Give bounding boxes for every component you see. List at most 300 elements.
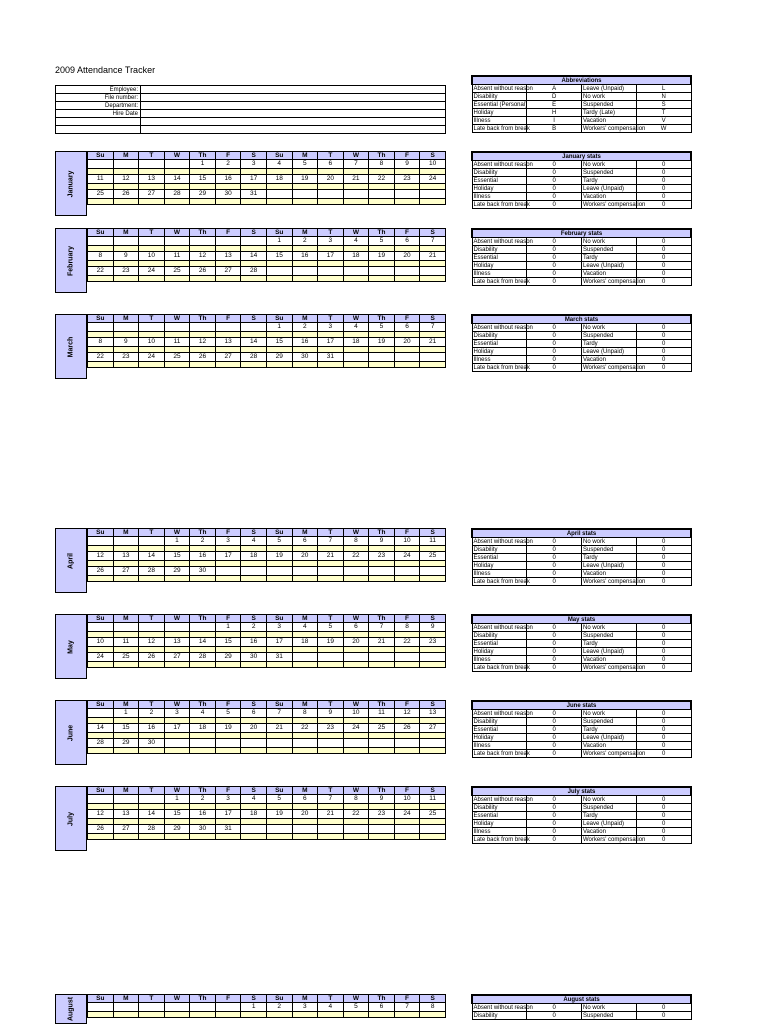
attendance-entry-cell[interactable] <box>266 748 292 754</box>
attendance-entry-cell[interactable] <box>190 662 216 668</box>
date-cell: 13 <box>113 810 139 819</box>
date-cell: 30 <box>241 653 267 662</box>
stats-cell: 0 <box>527 734 582 742</box>
day-header: Th <box>369 701 395 709</box>
day-header: Th <box>369 229 395 237</box>
attendance-entry-cell[interactable] <box>164 662 190 668</box>
day-header: Su <box>266 995 292 1003</box>
attendance-entry-cell[interactable] <box>139 1012 165 1018</box>
date-cell <box>420 567 446 576</box>
attendance-entry-cell[interactable] <box>139 834 165 840</box>
stats-cell: Suspended <box>582 1012 637 1020</box>
attendance-entry-cell[interactable] <box>215 662 241 668</box>
date-cell <box>292 825 318 834</box>
attendance-entry-cell[interactable] <box>420 576 446 582</box>
attendance-entry-cell[interactable] <box>88 199 114 205</box>
attendance-entry-cell[interactable] <box>113 576 139 582</box>
date-cell <box>420 267 446 276</box>
attendance-entry-cell[interactable] <box>420 1012 446 1018</box>
day-header: F <box>215 229 241 237</box>
attendance-entry-cell[interactable] <box>369 362 395 368</box>
attendance-entry-cell[interactable] <box>190 1012 216 1018</box>
attendance-entry-cell[interactable] <box>343 576 369 582</box>
stats-cell: Suspended <box>582 169 637 177</box>
day-header: W <box>343 315 369 323</box>
stats-cell: Suspended <box>582 546 637 554</box>
date-cell: 5 <box>215 709 241 718</box>
attendance-entry-cell[interactable] <box>190 276 216 282</box>
day-header: M <box>292 152 318 160</box>
info-value-field[interactable] <box>141 86 446 94</box>
attendance-entry-cell[interactable] <box>215 362 241 368</box>
date-cell: 26 <box>394 724 420 733</box>
stats-cell: 0 <box>527 828 582 836</box>
attendance-entry-cell[interactable] <box>215 1012 241 1018</box>
attendance-entry-cell[interactable] <box>113 748 139 754</box>
month-name: June <box>67 724 75 741</box>
day-header: S <box>241 315 267 323</box>
stats-cell: 0 <box>527 750 582 758</box>
attendance-entry-cell[interactable] <box>164 834 190 840</box>
attendance-entry-cell[interactable] <box>88 276 114 282</box>
stats-cell: Holiday <box>472 734 527 742</box>
attendance-entry-row <box>88 362 446 368</box>
attendance-entry-cell[interactable] <box>241 748 267 754</box>
attendance-entry-cell[interactable] <box>394 662 420 668</box>
date-cell: 26 <box>88 567 114 576</box>
date-cell <box>113 795 139 804</box>
date-cell: 21 <box>369 638 395 647</box>
day-header: Su <box>88 315 114 323</box>
attendance-entry-cell[interactable] <box>369 662 395 668</box>
stats-row <box>472 177 691 185</box>
month-name: May <box>67 639 75 654</box>
date-cell: 18 <box>241 810 267 819</box>
employee-info-table <box>55 85 446 134</box>
stats-cell: 0 <box>527 324 582 332</box>
stats-row <box>472 364 691 372</box>
attendance-entry-cell[interactable] <box>88 748 114 754</box>
stats-cell: Holiday <box>472 262 527 270</box>
day-header: Th <box>369 615 395 623</box>
date-cell: 4 <box>292 623 318 632</box>
stats-row <box>472 812 691 820</box>
attendance-entry-cell[interactable] <box>318 199 344 205</box>
attendance-entry-cell[interactable] <box>88 1012 114 1018</box>
stats-cell: 0 <box>527 632 582 640</box>
date-cell: 28 <box>139 567 165 576</box>
attendance-entry-cell[interactable] <box>164 276 190 282</box>
day-header: S <box>241 229 267 237</box>
month-label <box>55 786 87 851</box>
date-cell: 7 <box>420 323 446 332</box>
attendance-entry-cell[interactable] <box>139 276 165 282</box>
month-label <box>55 994 87 1024</box>
date-cell <box>420 190 446 199</box>
day-header: M <box>292 315 318 323</box>
attendance-entry-cell[interactable] <box>420 276 446 282</box>
attendance-entry-cell[interactable] <box>139 662 165 668</box>
stats-cell: Workers' compensation <box>583 750 646 757</box>
stats-cell: 0 <box>527 254 582 262</box>
info-value-field[interactable] <box>141 94 446 102</box>
attendance-entry-cell[interactable] <box>215 748 241 754</box>
date-cell: 6 <box>343 623 369 632</box>
date-cell: 28 <box>164 190 190 199</box>
date-cell <box>266 739 292 748</box>
date-cell: 24 <box>394 552 420 561</box>
abbreviation-row <box>472 125 691 133</box>
attendance-entry-cell[interactable] <box>420 662 446 668</box>
attendance-entry-cell[interactable] <box>190 576 216 582</box>
date-cell: 28 <box>241 353 267 362</box>
date-cell: 10 <box>420 160 446 169</box>
month-label <box>55 614 87 679</box>
attendance-entry-cell[interactable] <box>420 748 446 754</box>
stats-cell: Workers' compensation <box>583 664 646 671</box>
attendance-entry-cell[interactable] <box>113 362 139 368</box>
month-label <box>55 151 87 216</box>
attendance-entry-cell[interactable] <box>164 362 190 368</box>
stats-row <box>472 750 691 758</box>
date-cell <box>113 323 139 332</box>
day-header: M <box>113 315 139 323</box>
attendance-entry-cell[interactable] <box>266 576 292 582</box>
date-cell: 18 <box>343 252 369 261</box>
info-row <box>56 110 446 118</box>
date-cell: 9 <box>113 252 139 261</box>
attendance-entry-cell[interactable] <box>420 199 446 205</box>
stats-cell: 0 <box>527 820 582 828</box>
attendance-entry-row <box>88 199 446 205</box>
stats-cell: 0 <box>636 570 691 578</box>
date-cell: 18 <box>343 338 369 347</box>
date-cell: 7 <box>394 1003 420 1012</box>
month-name: April <box>67 552 75 569</box>
attendance-entry-cell[interactable] <box>266 662 292 668</box>
stats-cell: 0 <box>527 161 582 169</box>
day-header: M <box>292 787 318 795</box>
date-cell <box>420 739 446 748</box>
date-cell: 29 <box>215 653 241 662</box>
attendance-entry-cell[interactable] <box>292 834 318 840</box>
stats-cell: 0 <box>527 1004 582 1012</box>
date-cell <box>164 623 190 632</box>
date-row <box>88 795 446 804</box>
calendar-grid <box>87 994 446 1018</box>
attendance-entry-cell[interactable] <box>318 276 344 282</box>
date-row <box>88 567 446 576</box>
day-header: M <box>113 529 139 537</box>
attendance-entry-cell[interactable] <box>292 748 318 754</box>
day-header: F <box>215 529 241 537</box>
attendance-entry-cell[interactable] <box>139 748 165 754</box>
date-cell: 4 <box>190 709 216 718</box>
date-cell <box>241 739 267 748</box>
date-cell: 6 <box>394 237 420 246</box>
attendance-entry-cell[interactable] <box>241 362 267 368</box>
attendance-entry-cell[interactable] <box>113 276 139 282</box>
attendance-entry-cell[interactable] <box>190 748 216 754</box>
attendance-entry-cell[interactable] <box>241 1012 267 1018</box>
attendance-entry-cell[interactable] <box>164 576 190 582</box>
date-cell: 24 <box>88 653 114 662</box>
day-header: W <box>164 995 190 1003</box>
date-cell: 14 <box>241 252 267 261</box>
info-value-field[interactable] <box>141 102 446 110</box>
attendance-entry-cell[interactable] <box>215 276 241 282</box>
attendance-entry-cell[interactable] <box>394 362 420 368</box>
attendance-entry-cell[interactable] <box>190 834 216 840</box>
stats-cell: Vacation <box>582 828 637 836</box>
date-cell <box>343 267 369 276</box>
stats-cell: 0 <box>527 718 582 726</box>
date-cell <box>139 160 165 169</box>
stats-cell: Tardy <box>582 254 637 262</box>
date-cell: 25 <box>420 552 446 561</box>
stats-cell: Leave (Unpaid) <box>582 562 637 570</box>
date-cell: 22 <box>88 353 114 362</box>
attendance-entry-cell[interactable] <box>241 276 267 282</box>
attendance-entry-cell[interactable] <box>266 1012 292 1018</box>
attendance-entry-cell[interactable] <box>241 576 267 582</box>
date-cell: 1 <box>164 537 190 546</box>
attendance-entry-cell[interactable] <box>343 748 369 754</box>
day-header: Th <box>369 787 395 795</box>
stats-cell: 0 <box>636 246 691 254</box>
attendance-entry-cell[interactable] <box>113 662 139 668</box>
date-cell: 20 <box>318 175 344 184</box>
stats-cell: 0 <box>636 270 691 278</box>
stats-cell: 0 <box>636 254 691 262</box>
date-cell <box>164 160 190 169</box>
date-cell: 4 <box>266 160 292 169</box>
attendance-entry-cell[interactable] <box>88 662 114 668</box>
attendance-entry-cell[interactable] <box>266 834 292 840</box>
day-header: T <box>139 615 165 623</box>
date-cell <box>394 267 420 276</box>
day-header: W <box>164 701 190 709</box>
stats-cell: 0 <box>636 161 691 169</box>
date-cell: 1 <box>164 795 190 804</box>
attendance-entry-cell[interactable] <box>292 199 318 205</box>
date-cell: 11 <box>88 175 114 184</box>
attendance-entry-cell[interactable] <box>318 834 344 840</box>
attendance-entry-cell[interactable] <box>215 199 241 205</box>
attendance-entry-cell[interactable] <box>369 1012 395 1018</box>
date-cell: 20 <box>241 724 267 733</box>
attendance-entry-cell[interactable] <box>318 662 344 668</box>
day-header: W <box>343 229 369 237</box>
attendance-entry-cell[interactable] <box>164 1012 190 1018</box>
date-cell: 28 <box>139 825 165 834</box>
attendance-entry-cell[interactable] <box>241 199 267 205</box>
attendance-entry-cell[interactable] <box>190 362 216 368</box>
stats-cell: Suspended <box>582 804 637 812</box>
attendance-entry-cell[interactable] <box>369 199 395 205</box>
date-cell: 22 <box>292 724 318 733</box>
date-cell: 11 <box>113 638 139 647</box>
date-cell <box>190 739 216 748</box>
attendance-entry-cell[interactable] <box>369 276 395 282</box>
attendance-entry-cell[interactable] <box>420 834 446 840</box>
stats-header <box>472 615 691 624</box>
date-cell: 7 <box>266 709 292 718</box>
attendance-entry-cell[interactable] <box>369 834 395 840</box>
attendance-entry-cell[interactable] <box>420 362 446 368</box>
stats-cell: 0 <box>527 578 582 586</box>
attendance-entry-cell[interactable] <box>190 199 216 205</box>
date-cell: 17 <box>318 252 344 261</box>
date-cell: 29 <box>266 353 292 362</box>
info-value-field[interactable] <box>141 118 446 126</box>
date-cell: 26 <box>113 190 139 199</box>
stats-cell: Leave (Unpaid) <box>582 348 637 356</box>
stats-cell: Vacation <box>582 356 637 364</box>
attendance-entry-cell[interactable] <box>292 576 318 582</box>
abbreviation-cell: Leave (Unpaid) <box>582 85 637 93</box>
date-cell: 12 <box>88 810 114 819</box>
attendance-entry-cell[interactable] <box>88 362 114 368</box>
date-cell: 25 <box>113 653 139 662</box>
date-cell: 13 <box>164 638 190 647</box>
stats-cell: 0 <box>636 648 691 656</box>
date-cell: 17 <box>266 638 292 647</box>
month-calendar-june <box>55 700 446 765</box>
abbreviation-cell: N <box>636 93 691 101</box>
date-cell: 9 <box>369 795 395 804</box>
attendance-entry-cell[interactable] <box>241 834 267 840</box>
day-header: Th <box>190 152 216 160</box>
attendance-entry-cell[interactable] <box>343 362 369 368</box>
day-header: W <box>343 529 369 537</box>
day-header: Th <box>369 995 395 1003</box>
attendance-entry-cell[interactable] <box>113 199 139 205</box>
date-row <box>88 353 446 362</box>
stats-row <box>472 710 691 718</box>
attendance-entry-cell[interactable] <box>164 748 190 754</box>
date-cell <box>420 353 446 362</box>
attendance-entry-cell[interactable] <box>343 276 369 282</box>
day-header: S <box>420 615 446 623</box>
attendance-entry-cell[interactable] <box>394 276 420 282</box>
attendance-entry-cell[interactable] <box>292 662 318 668</box>
date-cell <box>292 653 318 662</box>
attendance-entry-cell[interactable] <box>343 199 369 205</box>
stats-row <box>472 664 691 672</box>
stats-cell: Illness <box>472 193 527 201</box>
attendance-entry-cell[interactable] <box>113 1012 139 1018</box>
attendance-entry-cell[interactable] <box>318 1012 344 1018</box>
date-cell: 15 <box>266 252 292 261</box>
day-header: W <box>164 229 190 237</box>
attendance-entry-cell[interactable] <box>394 748 420 754</box>
attendance-entry-cell[interactable] <box>292 1012 318 1018</box>
date-row <box>88 160 446 169</box>
attendance-entry-cell[interactable] <box>215 576 241 582</box>
attendance-entry-cell[interactable] <box>394 199 420 205</box>
date-cell: 3 <box>241 160 267 169</box>
attendance-entry-cell[interactable] <box>343 834 369 840</box>
stats-cell: 0 <box>636 340 691 348</box>
day-header: W <box>164 315 190 323</box>
date-cell: 6 <box>292 537 318 546</box>
day-header-row <box>88 529 446 537</box>
attendance-entry-cell[interactable] <box>343 1012 369 1018</box>
attendance-entry-cell[interactable] <box>369 576 395 582</box>
stats-cell: Disability <box>472 804 527 812</box>
abbreviation-row <box>472 85 691 93</box>
stats-cell: Essential <box>472 726 527 734</box>
date-cell: 8 <box>394 623 420 632</box>
stats-row <box>472 246 691 254</box>
attendance-entry-cell[interactable] <box>343 662 369 668</box>
attendance-entry-cell[interactable] <box>394 576 420 582</box>
attendance-entry-cell[interactable] <box>215 834 241 840</box>
date-cell: 2 <box>215 160 241 169</box>
attendance-entry-cell[interactable] <box>113 834 139 840</box>
attendance-entry-cell[interactable] <box>394 834 420 840</box>
date-row <box>88 267 446 276</box>
attendance-entry-cell[interactable] <box>88 576 114 582</box>
stats-cell: Illness <box>472 356 527 364</box>
attendance-entry-cell[interactable] <box>318 748 344 754</box>
day-header: M <box>292 229 318 237</box>
stats-cell: Disability <box>472 718 527 726</box>
attendance-entry-cell[interactable] <box>292 362 318 368</box>
date-row <box>88 739 446 748</box>
attendance-entry-cell[interactable] <box>139 362 165 368</box>
attendance-entry-cell[interactable] <box>139 576 165 582</box>
stats-cell: 0 <box>636 538 691 546</box>
attendance-entry-cell[interactable] <box>266 276 292 282</box>
abbreviation-cell: E <box>527 101 582 109</box>
day-header: S <box>241 529 267 537</box>
attendance-entry-cell[interactable] <box>318 576 344 582</box>
stats-cell: No work <box>582 538 637 546</box>
attendance-entry-cell[interactable] <box>241 662 267 668</box>
date-cell <box>394 653 420 662</box>
date-cell: 23 <box>369 552 395 561</box>
day-header-row <box>88 615 446 623</box>
attendance-entry-cell[interactable] <box>266 199 292 205</box>
day-header: S <box>420 701 446 709</box>
month-label <box>55 700 87 765</box>
stats-cell: Tardy <box>582 554 637 562</box>
info-value-field[interactable] <box>141 110 446 118</box>
date-cell: 24 <box>420 175 446 184</box>
date-cell: 29 <box>164 825 190 834</box>
abbreviation-cell: Disability <box>472 93 527 101</box>
attendance-entry-cell[interactable] <box>292 276 318 282</box>
date-cell <box>292 267 318 276</box>
calendar-grid <box>87 700 446 754</box>
info-label: Department: <box>56 102 141 110</box>
stats-cell: 0 <box>527 364 582 372</box>
attendance-entry-cell[interactable] <box>394 1012 420 1018</box>
attendance-entry-cell[interactable] <box>164 199 190 205</box>
date-cell: 13 <box>215 338 241 347</box>
date-cell <box>343 825 369 834</box>
attendance-entry-cell[interactable] <box>318 362 344 368</box>
attendance-entry-cell[interactable] <box>139 199 165 205</box>
attendance-entry-cell[interactable] <box>88 834 114 840</box>
day-header: S <box>420 229 446 237</box>
attendance-entry-cell[interactable] <box>266 362 292 368</box>
attendance-entry-cell[interactable] <box>369 748 395 754</box>
info-value-field[interactable] <box>141 126 446 134</box>
stats-cell: Essential <box>472 812 527 820</box>
